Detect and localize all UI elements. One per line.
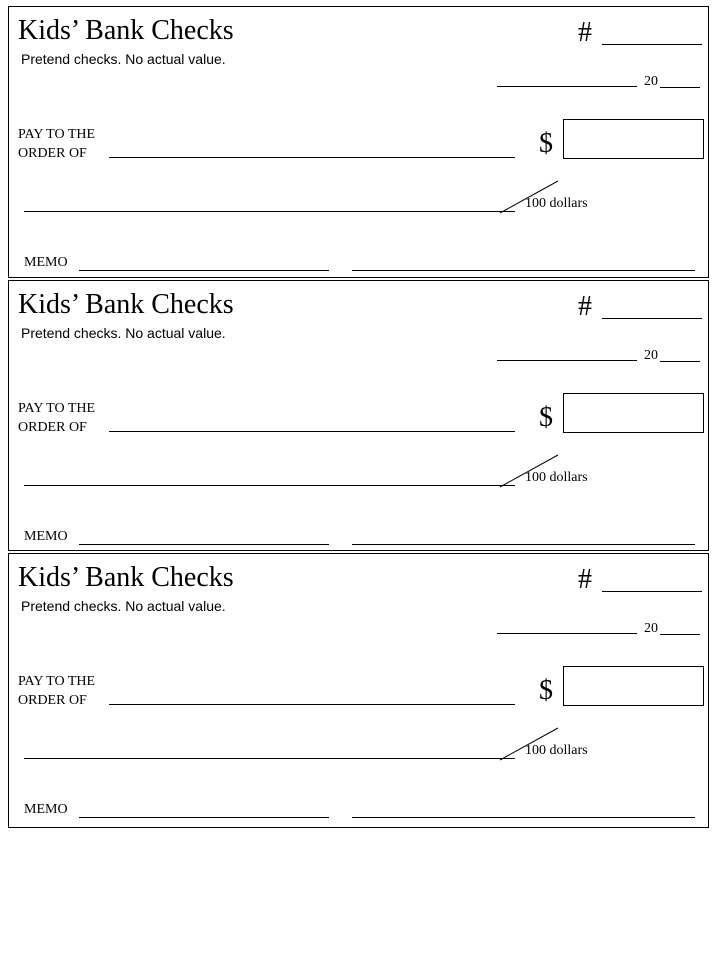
check-3 [8, 553, 709, 828]
check-title: Kids’ Bank Checks [18, 289, 234, 320]
amount-in-words-field[interactable] [24, 211, 515, 212]
check-subtitle: Pretend checks. No actual value. [21, 598, 226, 614]
signature-field[interactable] [352, 270, 695, 271]
check-title: Kids’ Bank Checks [18, 15, 234, 46]
memo-label: MEMO [24, 255, 68, 270]
date-year-field[interactable] [660, 361, 700, 362]
check-subtitle: Pretend checks. No actual value. [21, 325, 226, 341]
dollar-sign: $ [539, 402, 553, 433]
dollar-sign: $ [539, 675, 553, 706]
date-year-label: 20 [644, 621, 658, 636]
date-year-label: 20 [644, 348, 658, 363]
dollar-sign: $ [539, 128, 553, 159]
check-number-field[interactable] [602, 44, 702, 45]
pay-to-label-line1: PAY TO THE [18, 127, 96, 142]
pay-to-label [18, 672, 95, 710]
check-subtitle: Pretend checks. No actual value. [21, 51, 226, 67]
payee-field[interactable] [109, 431, 515, 432]
payee-field[interactable] [109, 157, 515, 158]
check-number-field[interactable] [602, 318, 702, 319]
check-number-field[interactable] [602, 591, 702, 592]
memo-field[interactable] [79, 270, 329, 271]
cents-label: 100 dollars [525, 470, 588, 485]
pay-to-label-line2: ORDER OF [18, 146, 87, 161]
check-number-label: # [578, 564, 592, 595]
signature-field[interactable] [352, 544, 695, 545]
pay-to-label [18, 399, 95, 437]
date-field[interactable] [497, 86, 637, 87]
cents-label: 100 dollars [525, 196, 588, 211]
pay-to-label-line1: PAY TO THE [18, 401, 96, 416]
memo-label: MEMO [24, 529, 68, 544]
memo-field[interactable] [79, 817, 329, 818]
date-year-field[interactable] [660, 634, 700, 635]
date-year-label: 20 [644, 74, 658, 89]
amount-box[interactable] [563, 666, 704, 706]
amount-in-words-field[interactable] [24, 485, 515, 486]
amount-box[interactable] [563, 119, 704, 159]
date-field[interactable] [497, 360, 637, 361]
check-number-label: # [578, 291, 592, 322]
check-number-label: # [578, 17, 592, 48]
pay-to-label-line2: ORDER OF [18, 693, 87, 708]
cents-label: 100 dollars [525, 743, 588, 758]
amount-in-words-field[interactable] [24, 758, 515, 759]
payee-field[interactable] [109, 704, 515, 705]
date-year-field[interactable] [660, 87, 700, 88]
signature-field[interactable] [352, 817, 695, 818]
pay-to-label-line2: ORDER OF [18, 420, 87, 435]
date-field[interactable] [497, 633, 637, 634]
amount-box[interactable] [563, 393, 704, 433]
pay-to-label-line1: PAY TO THE [18, 674, 96, 689]
pay-to-label [18, 125, 95, 163]
check-1 [8, 6, 709, 278]
memo-field[interactable] [79, 544, 329, 545]
check-title: Kids’ Bank Checks [18, 562, 234, 593]
memo-label: MEMO [24, 802, 68, 817]
check-2 [8, 280, 709, 551]
